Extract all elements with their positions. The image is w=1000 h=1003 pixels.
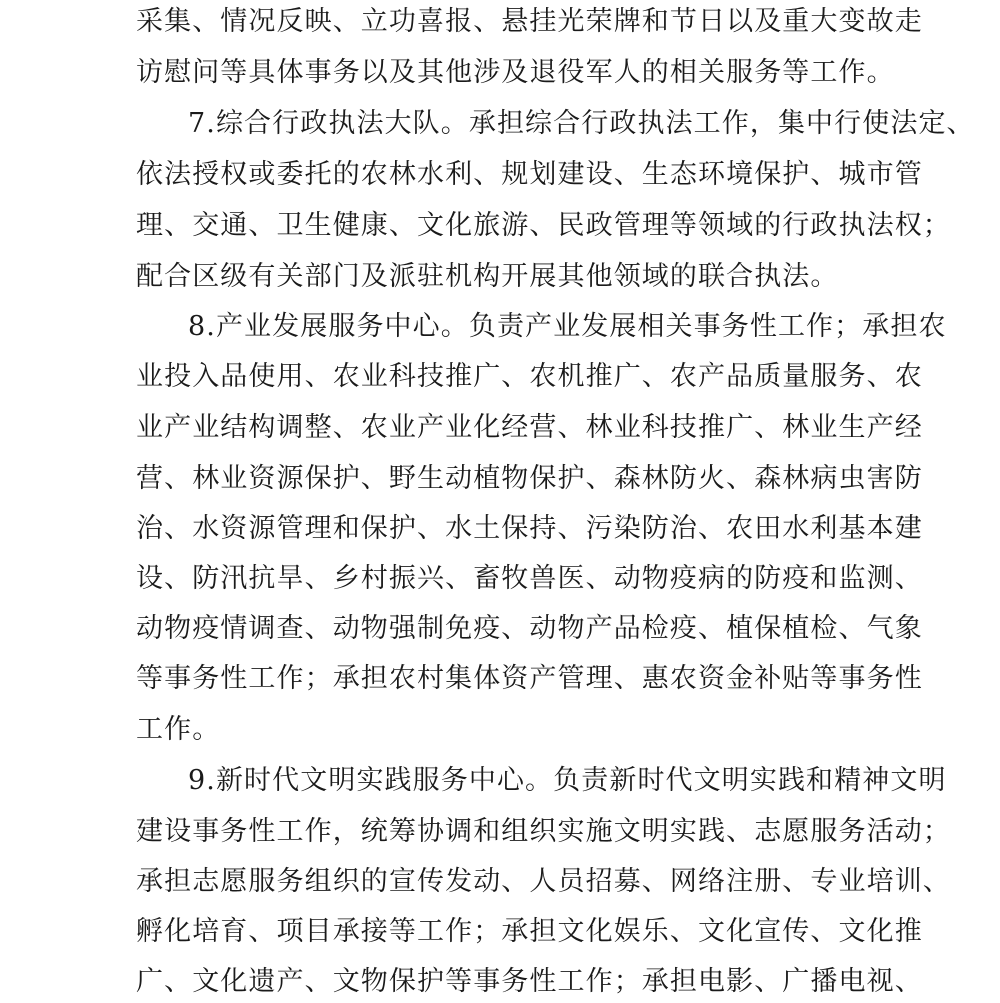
- text-line: 工作。: [136, 714, 221, 745]
- text-line: 业产业结构调整、农业产业化经营、林业科技推广、林业生产经: [136, 412, 923, 443]
- text-line: 广、文化遗产、文物保护等事务性工作；承担电影、广播电视、: [136, 966, 923, 997]
- text-line: 承担志愿服务组织的宣传发动、人员招募、网络注册、专业培训、: [136, 866, 951, 897]
- paragraph-9-start: 9.新时代文明实践服务中心。负责新时代文明实践和精神文明: [188, 765, 947, 796]
- text-line: 建设事务性工作，统筹协调和组织实施文明实践、志愿服务活动；: [136, 816, 951, 847]
- text-line: 依法授权或委托的农林水利、规划建设、生态环境保护、城市管: [136, 159, 923, 190]
- text-line: 业投入品使用、农业科技推广、农机推广、农产品质量服务、农: [136, 361, 923, 392]
- text-line: 孵化培育、项目承接等工作；承担文化娱乐、文化宣传、文化推: [136, 916, 923, 947]
- text-line: 理、交通、卫生健康、文化旅游、民政管理等领域的行政执法权；: [136, 210, 951, 241]
- text-line: 治、水资源管理和保护、水土保持、污染防治、农田水利基本建: [136, 513, 923, 544]
- paragraph-7-start: 7.综合行政执法大队。承担综合行政执法工作，集中行使法定、: [188, 108, 975, 139]
- text-line: 配合区级有关部门及派驻机构开展其他领域的联合执法。: [136, 261, 839, 292]
- text-line: 营、林业资源保护、野生动植物保护、森林防火、森林病虫害防: [136, 463, 923, 494]
- text-line: 设、防汛抗旱、乡村振兴、畜牧兽医、动物疫病的防疫和监测、: [136, 563, 923, 594]
- text-line: 访慰问等具体事务以及其他涉及退役军人的相关服务等工作。: [136, 57, 895, 88]
- text-line: 动物疫情调查、动物强制免疫、动物产品检疫、植保植检、气象: [136, 613, 923, 644]
- text-line: 等事务性工作；承担农村集体资产管理、惠农资金补贴等事务性: [136, 663, 923, 694]
- text-line: 采集、情况反映、立功喜报、悬挂光荣牌和节日以及重大变故走: [136, 6, 923, 37]
- document-page: [136, 0, 975, 1003]
- paragraph-8-start: 8.产业发展服务中心。负责产业发展相关事务性工作；承担农: [188, 311, 947, 342]
